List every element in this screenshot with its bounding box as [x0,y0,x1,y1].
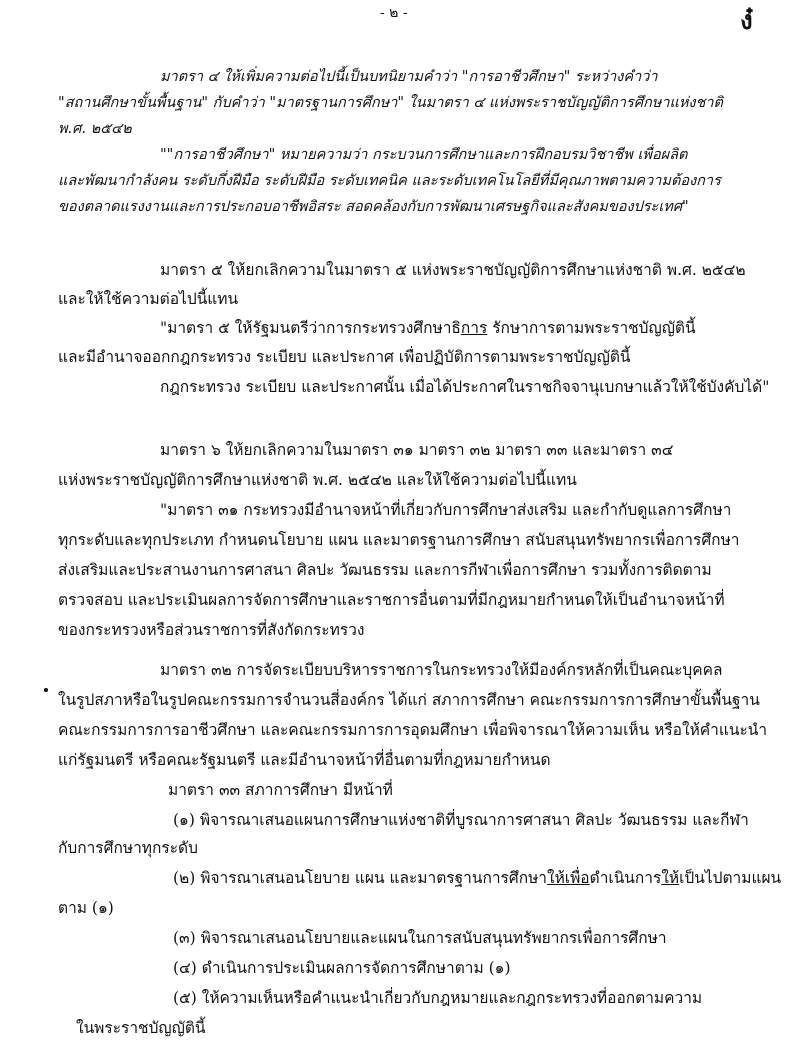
handwritten-corner-mark: ง๋ [740,6,755,36]
section5-line-2: และให้ใช้ความต่อไปนี้แทน [58,290,239,308]
section32-line-2: ในรูปสภาหรือในรูปคณะกรรมการจำนวนสี่องค์กร ได้แก่ สภาการศึกษา คณะกรรมการการศึกษาขั้นพื้นฐาน [58,691,760,709]
page-number: - ๒ - [380,5,408,21]
section4-line-1: มาตรา ๔ ให้เพิ่มความต่อไปนี้เป็นบทนิยามคำว่า "การอาชีวศึกษา" ระหว่างคำว่า [160,69,658,85]
stray-ink-dot [44,688,48,692]
section33-item2-line2: ตาม (๑) [58,899,114,917]
section31-line-2: ทุกระดับและทุกประเภท กำหนดนโยบาย แผน และมาตรฐานการศึกษา สนับสนุนทรัพยากรเพื่อการศึกษา [58,531,740,549]
section6-line-2: แห่งพระราชบัญญัติการศึกษาแห่งชาติ พ.ศ. ๒๕๔๒ และให้ใช้ความต่อไปนี้แทน [58,471,577,489]
section6-line-1: มาตรา ๖ ให้ยกเลิกความในมาตรา ๓๑ มาตรา ๓๒ มาตรา ๓๓ และมาตรา ๓๔ [160,441,674,459]
section33-item4: (๔) ดำเนินการประเมินผลการจัดการศึกษาตาม (๑) [173,959,511,977]
section32-line-1: มาตรา ๓๒ การจัดระเบียบบริหารราชการในกระทรวงให้มีองค์กรหลักที่เป็นคณะบุคคล [160,661,723,679]
section31-line-4: ตรวจสอบ และประเมินผลการจัดการศึกษาและราชการอื่นตามที่มีกฎหมายกำหนดให้เป็นอำนาจหน้าที่ [58,591,725,609]
section33-heading: มาตรา ๓๓ สภาการศึกษา มีหน้าที่ [168,781,393,799]
section32-line-3: คณะกรรมการการอาชีวศึกษา และคณะกรรมการการอุดมศึกษา เพื่อพิจารณาให้ความเห็น หรือให้คำแนะนำ [58,721,768,739]
section5-line-1: มาตรา ๕ ให้ยกเลิกความในมาตรา ๕ แห่งพระราชบัญญัติการศึกษาแห่งชาติ พ.ศ. ๒๕๔๒ [160,261,746,279]
section5-line-4: และมีอำนาจออกกฎกระทรวง ระเบียบ และประกาศ เพื่อปฏิบัติการตามพระราชบัญญัตินี้ [58,348,631,366]
section33-item5-line2: ในพระราชบัญญัตินี้ [76,1019,206,1037]
section4-line-4: ""การอาชีวศึกษา" หมายความว่า กระบวนการศึกษาและการฝึกอบรมวิชาชีพ เพื่อผลิต [160,147,688,163]
section32-line-4: แก่รัฐมนตรี หรือคณะรัฐมนตรี และมีอำนาจหน้าที่อื่นตามที่กฎหมายกำหนด [58,751,551,769]
section5-line-3: "มาตรา ๕ ให้รัฐมนตรีว่าการกระทรวงศึกษาธิการ รักษาการตามพระราชบัญญัตินี้ [160,319,696,337]
section4-line-2: "สถานศึกษาขั้นพื้นฐาน" กับคำว่า "มาตรฐานการศึกษา" ในมาตรา ๔ แห่งพระราชบัญญัติการศึกษาแห่งชาติ [58,95,723,111]
section31-line-5: ของกระทรวงหรือส่วนราชการที่สังกัดกระทรวง [58,621,365,639]
section4-line-5: และพัฒนากำลังคน ระดับกึ่งฝีมือ ระดับฝีมือ ระดับเทคนิค และระดับเทคโนโลยีที่มีคุณภาพตามความต้องการ [58,173,721,189]
section33-item5-line1: (๕) ให้ความเห็นหรือคำแนะนำเกี่ยวกับกฎหมายและกฎกระทรวงที่ออกตามความ [173,989,703,1007]
section33-item1-line2: กับการศึกษาทุกระดับ [58,839,198,857]
underlined-correction: ให้ [661,869,680,887]
section5-line-5: กฎกระทรวง ระเบียบ และประกาศนั้น เมื่อได้ประกาศในราชกิจจานุเบกษาแล้วให้ใช้บังคับได้" [160,378,770,396]
section33-item1-line1: (๑) พิจารณาเสนอแผนการศึกษาแห่งชาติที่บูรณาการศาสนา ศิลปะ วัฒนธรรม และกีฬา [173,811,749,829]
underlined-correction: การ [460,319,488,337]
underlined-correction: ให้เพื่อ [547,869,590,887]
section31-line-1: "มาตรา ๓๑ กระทรวงมีอำนาจหน้าที่เกี่ยวกับการศึกษาส่งเสริม และกำกับดูแลการศึกษา [160,501,732,519]
section4-line-3: พ.ศ. ๒๕๔๒ [58,121,132,137]
section31-line-3: ส่งเสริมและประสานงานการศาสนา ศิลปะ วัฒนธรรม และการกีฬาเพื่อการศึกษา รวมทั้งการติดตาม [58,561,712,579]
section33-item3: (๓) พิจารณาเสนอนโยบายและแผนในการสนับสนุนทรัพยากรเพื่อการศึกษา [173,929,667,947]
section33-item2-line1: (๒) พิจารณาเสนอนโยบาย แผน และมาตรฐานการศึกษาให้เพื่อดำเนินการให้เป็นไปตามแผน [173,869,782,887]
section4-line-6: ของตลาดแรงงานและการประกอบอาชีพอิสระ สอดคล้องกับการพัฒนาเศรษฐกิจและสังคมของประเทศ" [58,199,689,215]
